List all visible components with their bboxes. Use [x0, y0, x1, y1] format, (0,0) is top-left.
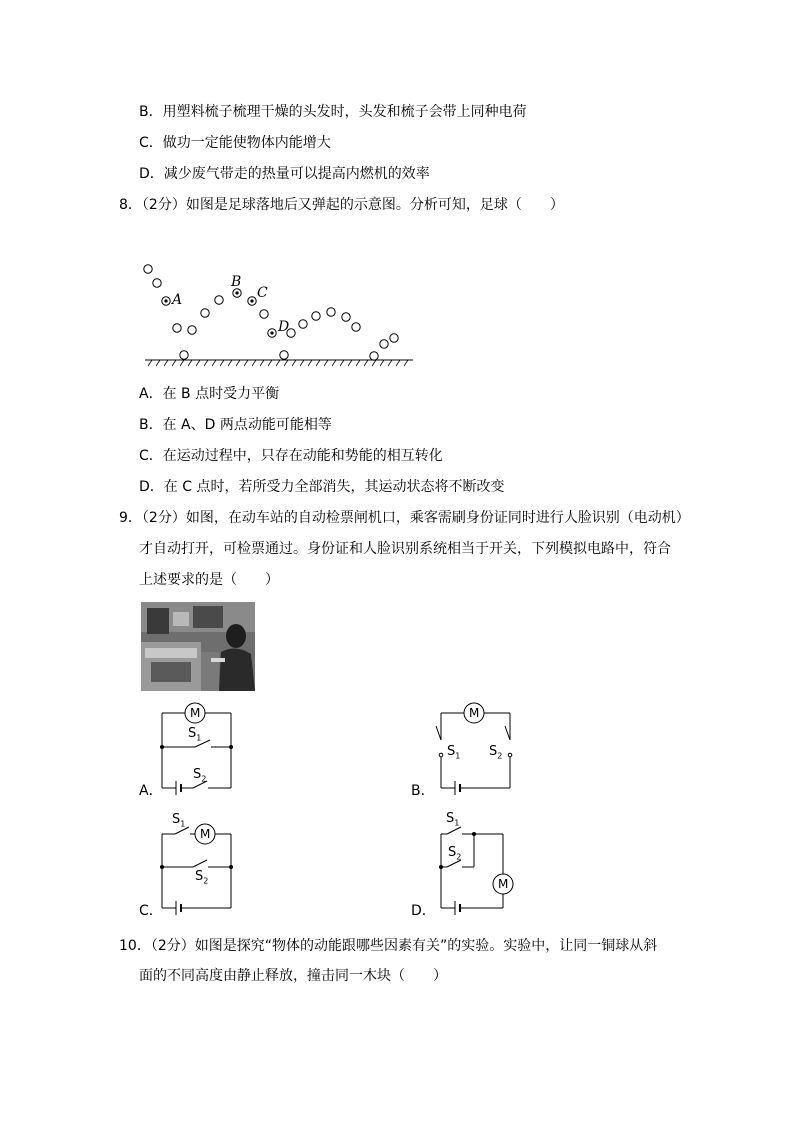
- option-a-label: A．: [139, 783, 163, 799]
- q9-stem-line3: 上述要求的是（ ）: [139, 572, 279, 588]
- s1-label-a: $S_1$: [188, 726, 202, 743]
- q7-option-c: C．做功一定能使物体内能增大: [139, 135, 331, 151]
- q9-stem-line2: 才自动打开，可检票通过。身份证和人脸识别系统相当于开关，下列模拟电路中，符合: [139, 541, 671, 557]
- q8-option-d: D．在 C 点时，若所受力全部消失，其运动状态将不断改变: [139, 479, 505, 495]
- s1-label-d: $S_1$: [446, 811, 460, 828]
- q10-stem-line1: 10．（2分）如图是探究“物体的动能跟哪些因素有关”的实验。实验中，让同一铜球从斜: [119, 938, 658, 954]
- s2-label-a: $S_2$: [193, 767, 207, 784]
- motor-symbol-a: M: [190, 706, 201, 720]
- option-c-label: C．: [139, 903, 163, 919]
- label-b: B: [231, 274, 242, 290]
- option-b-label: B．: [411, 783, 435, 799]
- label-c: C: [257, 285, 268, 301]
- q10-stem-line2: 面的不同高度由静止释放，撞击同一木块（ ）: [139, 968, 447, 984]
- s1-label-c: $S_1$: [172, 812, 186, 829]
- q8-stem: 8．（2分）如图是足球落地后又弹起的示意图。分析可知，足球（ ）: [119, 197, 564, 213]
- option-d-label: D．: [411, 903, 436, 919]
- q8-option-b: B．在 A、D 两点动能可能相等: [139, 417, 332, 433]
- motor-symbol-d: M: [498, 877, 509, 891]
- label-a: A: [172, 292, 183, 308]
- q7-option-b: B．用塑料梳子梳理干燥的头发时，头发和梳子会带上同种电荷: [139, 104, 527, 120]
- s2-label-b: $S_2$: [489, 744, 503, 761]
- motor-symbol-b: M: [469, 706, 480, 720]
- q7-option-d: D．减少废气带走的热量可以提高内燃机的效率: [139, 166, 430, 182]
- q8-option-a: A．在 B 点时受力平衡: [139, 386, 280, 402]
- s1-label-b: $S_1$: [447, 744, 461, 761]
- motor-symbol-c: M: [200, 827, 211, 841]
- s2-label-c: $S_2$: [195, 869, 209, 886]
- s2-label-d: $S_2$: [448, 845, 462, 862]
- label-d: D: [278, 319, 290, 335]
- q8-option-c: C．在运动过程中，只存在动能和势能的相互转化: [139, 448, 443, 464]
- q9-stem-line1: 9．（2分）如图，在动车站的自动检票闸机口，乘客需刷身份证同时进行人脸识别（电动机）: [119, 510, 690, 526]
